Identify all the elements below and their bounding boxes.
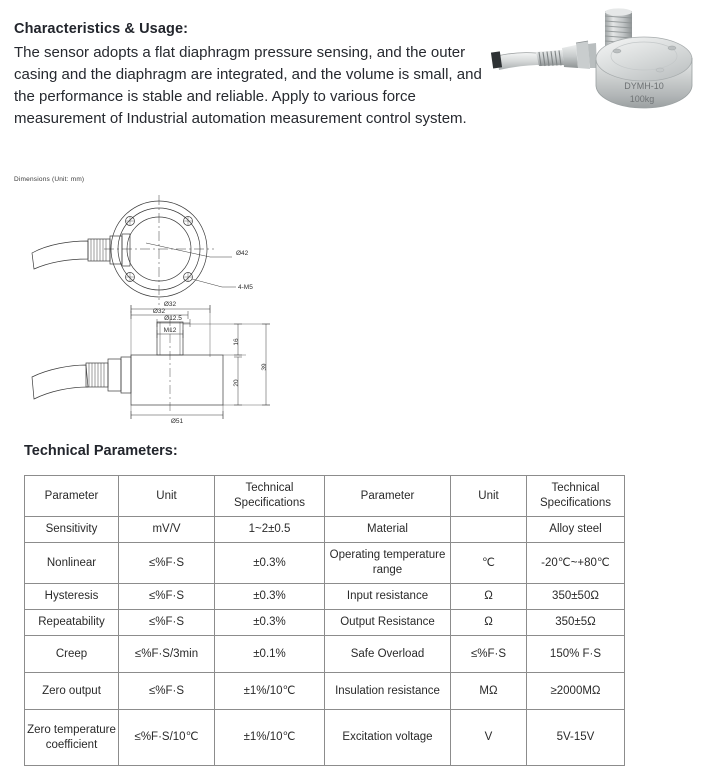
cell-unit-right: Ω: [451, 584, 527, 610]
base-diameter-dimension: [131, 405, 223, 419]
cell-spec-left: ±0.3%: [215, 610, 325, 636]
table-header-cell: Unit: [451, 476, 527, 517]
cell-unit-right: [451, 517, 527, 543]
label-outer-diameter: Ø42: [236, 250, 249, 257]
cell-parameter-right: Excitation voltage: [325, 710, 451, 766]
table-row: [25, 584, 625, 610]
cell-spec-right: Alloy steel: [527, 517, 625, 543]
label-thread: M12: [163, 327, 177, 334]
cell-parameter-left: Zero output: [25, 673, 119, 710]
dimensions-caption: Dimensions (Unit: mm): [14, 176, 85, 183]
load-cell-sensor-illustration: [484, 8, 698, 126]
cell-parameter-left: Creep: [25, 636, 119, 673]
cell-parameter-left: Hysteresis: [25, 584, 119, 610]
table-header-cell: Parameter: [25, 476, 119, 517]
strain-relief-icon: [536, 50, 564, 66]
table-header-row: [25, 476, 625, 517]
cell-parameter-right: Operating temperature range: [325, 543, 451, 584]
cell-spec-right: 5V-15V: [527, 710, 625, 766]
cell-parameter-right: Insulation resistance: [325, 673, 451, 710]
cell-unit-right: ℃: [451, 543, 527, 584]
technical-parameters-heading: Technical Parameters:: [24, 443, 178, 459]
cell-parameter-left: Zero temperature coefficient: [25, 710, 119, 766]
characteristics-heading: Characteristics & Usage:: [14, 21, 189, 37]
cell-spec-left: ±1%/10℃: [215, 710, 325, 766]
side-view-drawing: [32, 317, 223, 411]
cell-spec-left: ±0.1%: [215, 636, 325, 673]
cell-parameter-right: Material: [325, 517, 451, 543]
cell-spec-left: ±1%/10℃: [215, 673, 325, 710]
table-row: [25, 543, 625, 584]
label-top-inner-diameter: Ø32: [152, 308, 166, 315]
cell-unit-left: ≤%F·S/3min: [119, 636, 215, 673]
label-flange-diameter: Ø32: [163, 301, 177, 308]
table-row: [25, 710, 625, 766]
cell-spec-right: -20℃~+80℃: [527, 543, 625, 584]
label-boss-diameter: Ø12.5: [164, 315, 182, 322]
load-cell-body-icon: [596, 37, 692, 108]
table-header-cell: Unit: [119, 476, 215, 517]
top-view-drawing: [32, 195, 236, 305]
label-bolt-pattern: 4-M5: [238, 284, 253, 291]
product-photo: [484, 8, 698, 126]
sensor-cable-icon: [491, 51, 540, 70]
table-row: [25, 517, 625, 543]
cell-spec-right: 350±50Ω: [527, 584, 625, 610]
cell-unit-left: mV/V: [119, 517, 215, 543]
cell-spec-right: 150% F·S: [527, 636, 625, 673]
cell-parameter-right: Output Resistance: [325, 610, 451, 636]
product-model-engraving: DYMH-10: [624, 81, 664, 91]
table-row: [25, 673, 625, 710]
cell-spec-left: ±0.3%: [215, 543, 325, 584]
label-total-height: 39: [261, 363, 268, 371]
cell-unit-right: Ω: [451, 610, 527, 636]
cell-unit-right: V: [451, 710, 527, 766]
cell-spec-right: 350±5Ω: [527, 610, 625, 636]
table-row: [25, 610, 625, 636]
cell-parameter-left: Sensitivity: [25, 517, 119, 543]
cell-parameter-right: Safe Overload: [325, 636, 451, 673]
cell-parameter-right: Input resistance: [325, 584, 451, 610]
cell-spec-right: ≥2000MΩ: [527, 673, 625, 710]
table-row: [25, 636, 625, 673]
label-base-diameter: Ø51: [170, 418, 184, 425]
technical-parameters-section: [24, 443, 628, 766]
label-thread-height: 16: [233, 338, 240, 346]
cell-unit-left: ≤%F·S/10℃: [119, 710, 215, 766]
cable-gland-icon: [562, 41, 597, 69]
dimensions-section: [14, 176, 314, 426]
cell-unit-right: ≤%F·S: [451, 636, 527, 673]
characteristics-body-text: The sensor adopts a flat diaphragm pressure sensing, and the outer casing and the diaphragm are integrated, and the volume is small, and the performance is stable and reliable. Apply to various force measurement of Industrial automation measurement control system.: [14, 43, 482, 127]
technical-parameters-table: [24, 475, 625, 766]
table-header-cell: Technical Specifications: [215, 476, 325, 517]
cell-spec-left: 1~2±0.5: [215, 517, 325, 543]
cell-unit-left: ≤%F·S: [119, 543, 215, 584]
cell-parameter-left: Repeatability: [25, 610, 119, 636]
dimension-drawing: [14, 187, 304, 427]
cell-unit-left: ≤%F·S: [119, 584, 215, 610]
cell-parameter-left: Nonlinear: [25, 543, 119, 584]
product-capacity-engraving: 100kg: [629, 94, 655, 104]
cell-spec-left: ±0.3%: [215, 584, 325, 610]
table-header-cell: Technical Specifications: [527, 476, 625, 517]
cell-unit-right: MΩ: [451, 673, 527, 710]
cell-unit-left: ≤%F·S: [119, 673, 215, 710]
label-body-height: 20: [233, 379, 240, 387]
characteristics-section: [14, 20, 484, 130]
cell-unit-left: ≤%F·S: [119, 610, 215, 636]
table-header-cell: Parameter: [325, 476, 451, 517]
